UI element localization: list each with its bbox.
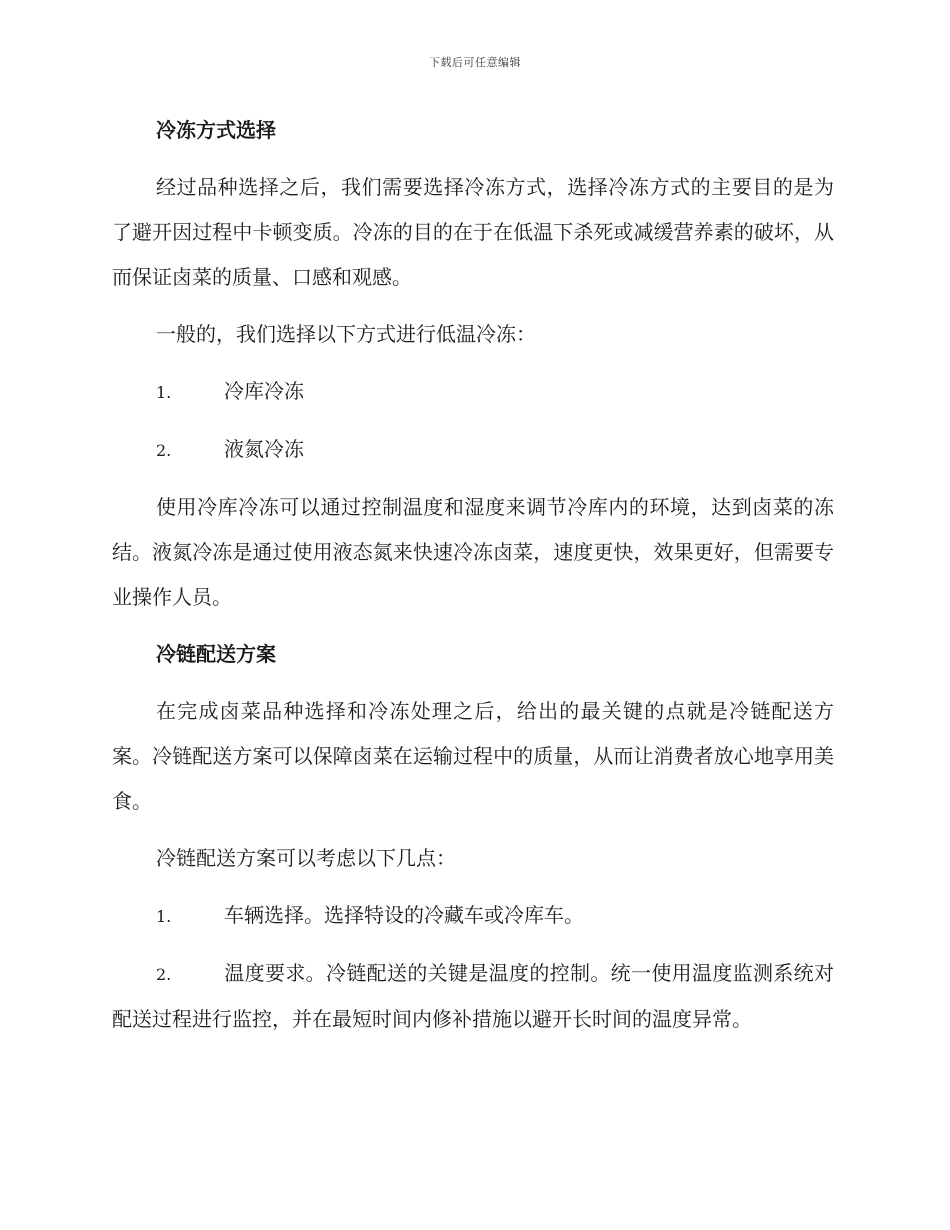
list-item-text: 液氮冷冻 (224, 437, 304, 461)
list-number: 1. (156, 383, 172, 402)
coldchain-list-item (112, 951, 834, 1042)
coldchain-list-item (112, 893, 834, 939)
section-title-coldchain: 冷链配送方案 (156, 642, 276, 666)
list-item-text: 车辆选择。选择特设的冷藏车或冷库车。 (224, 903, 584, 927)
list-number: 2. (156, 441, 172, 460)
freeze-intro-paragraph: 经过品种选择之后，我们需要选择冷冻方式，选择冷冻方式的主要目的是为了避开因过程中卡顿变质。冷冻的目的在于在低温下杀死或减缓营养素的破坏，从而保证卤菜的质量、口感和观感。 (112, 175, 834, 289)
list-number: 1. (156, 907, 172, 926)
freeze-detail-paragraph: 使用冷库冷冻可以通过控制温度和湿度来调节冷库内的环境，达到卤菜的冻结。液氮冷冻是通过使用液态氮来快速冷冻卤菜，速度更快，效果更好，但需要专业操作人员。 (112, 495, 834, 609)
coldchain-lead-paragraph: 冷链配送方案可以考虑以下几点： (156, 846, 456, 870)
freeze-list-item (112, 369, 834, 415)
coldchain-intro-paragraph: 在完成卤菜品种选择和冷冻处理之后，给出的最关键的点就是冷链配送方案。冷链配送方案可以保障卤菜在运输过程中的质量，从而让消费者放心地享用美食。 (112, 699, 834, 813)
list-item-text: 冷库冷冻 (224, 379, 304, 403)
freeze-lead-paragraph: 一般的，我们选择以下方式进行低温冷冻： (156, 322, 536, 346)
freeze-list-item (112, 427, 834, 473)
page-header: 下载后可任意编辑 (429, 56, 521, 69)
section-title-freeze: 冷冻方式选择 (156, 118, 276, 142)
list-item-text: 温度要求。冷链配送的关键是温度的控制。统一使用温度监测系统对配送过程进行监控，并在最短时间内修补措施以避开长时间的温度异常。 (112, 961, 834, 1031)
document-body (112, 108, 834, 1054)
list-number: 2. (156, 965, 172, 984)
